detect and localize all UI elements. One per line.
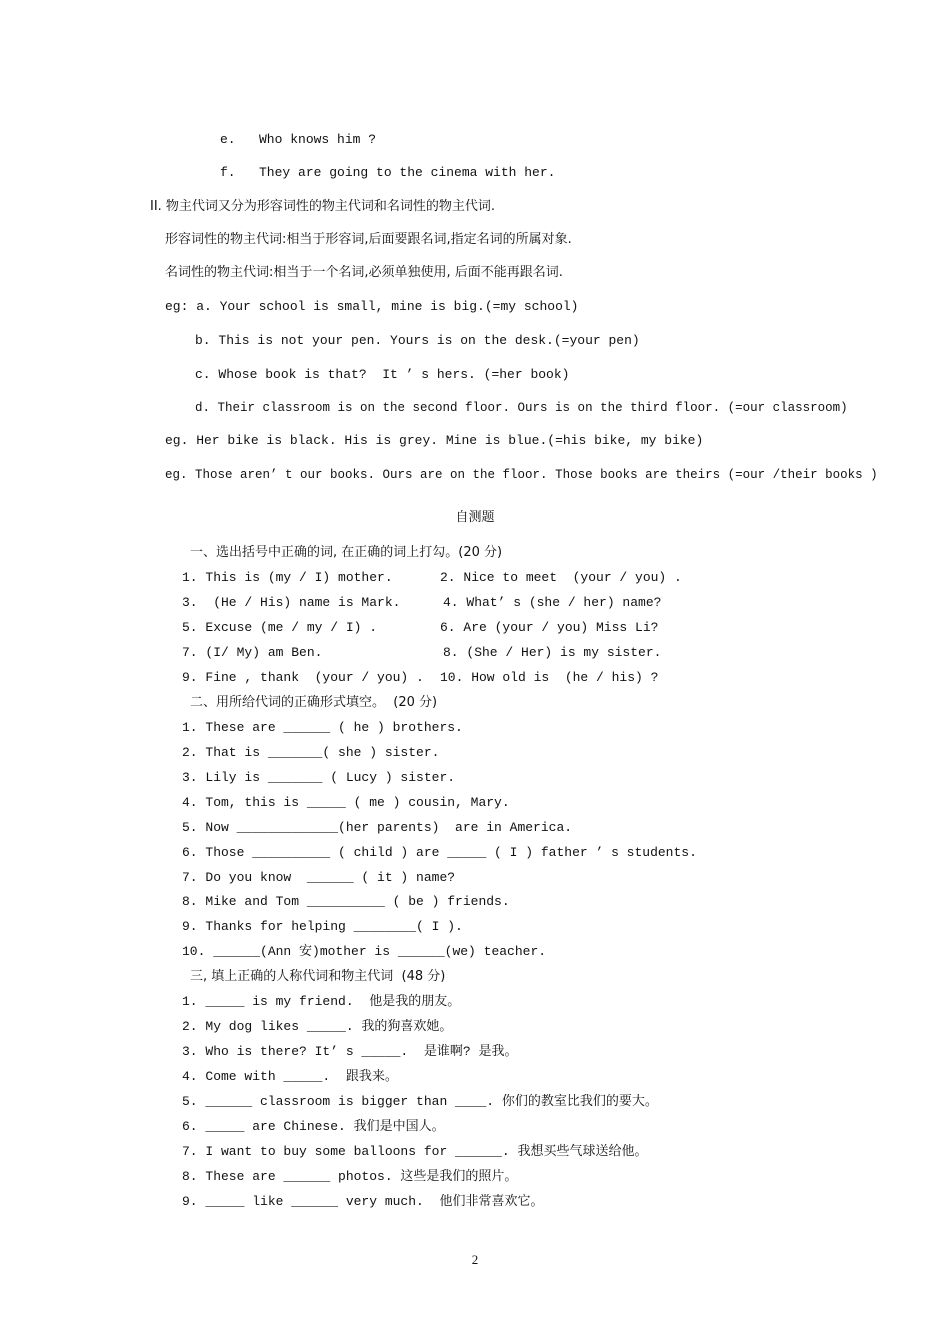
noun-rule: 名词性的物主代词:相当于一个名词,必须单独使用, 后面不能再跟名词. xyxy=(165,265,563,280)
part1-q10: 10. How old is (he / his) ? xyxy=(440,670,659,685)
part3-item-9: 9. _____ like ______ very much. 他们非常喜欢它。 xyxy=(182,1194,544,1209)
part1-q3: 3. (He / His) name is Mark. xyxy=(182,595,401,610)
part2-heading: 二、用所给代词的正确形式填空。 (20 分) xyxy=(190,695,438,710)
line-f: f. They are going to the cinema with her. xyxy=(220,165,556,180)
part1-q5: 5. Excuse (me / my / I) . xyxy=(182,620,378,635)
part1-q8: 8. (She / Her) is my sister. xyxy=(443,645,662,660)
part2-item-10: 10. ______(Ann 安)mother is ______(we) teacher. xyxy=(182,944,547,959)
example-eg1: eg. Her bike is black. His is grey. Mine is blue.(=his bike, my bike) xyxy=(165,433,704,448)
part2-item-7: 7. Do you know ______ ( it ) name? xyxy=(182,870,456,885)
part1-q4: 4. What’ s (she / her) name? xyxy=(443,595,662,610)
part2-item-1: 1. These are ______ ( he ) brothers. xyxy=(182,720,463,735)
part1-q7: 7. (I/ My) am Ben. xyxy=(182,645,323,660)
example-a: eg: a. Your school is small, mine is big.(=my school) xyxy=(165,299,579,314)
part1-q2: 2. Nice to meet (your / you) . xyxy=(440,570,682,585)
part2-item-9: 9. Thanks for helping ________( I ). xyxy=(182,919,463,934)
example-eg2: eg. Those aren’ t our books. Ours are on the floor. Those books are theirs (=our /their books ) xyxy=(165,468,878,482)
example-c: c. Whose book is that? It ’ s hers. (=her book) xyxy=(195,367,570,382)
part3-item-1: 1. _____ is my friend. 他是我的朋友。 xyxy=(182,994,461,1009)
part1-q1: 1. This is (my / I) mother. xyxy=(182,570,393,585)
part3-item-5: 5. ______ classroom is bigger than ____. 你们的教室比我们的要大。 xyxy=(182,1094,658,1109)
part2-item-6: 6. Those __________ ( child ) are _____ ( I ) father ’ s students. xyxy=(182,845,697,860)
part3-item-3: 3. Who is there? It’ s _____. 是谁啊? 是我。 xyxy=(182,1044,518,1059)
adjective-rule: 形容词性的物主代词:相当于形容词,后面要跟名词,指定名词的所属对象. xyxy=(165,232,572,247)
example-d: d. Their classroom is on the second floor. Ours is on the third floor. (=our classroom) xyxy=(195,401,848,415)
part3-item-6: 6. _____ are Chinese. 我们是中国人。 xyxy=(182,1119,445,1134)
quiz-title: 自测题 xyxy=(455,510,495,525)
part3-item-4: 4. Come with _____. 跟我来。 xyxy=(182,1069,398,1084)
line-e: e. Who knows him ? xyxy=(220,132,377,147)
part3-item-7: 7. I want to buy some balloons for ______. 我想买些气球送给他。 xyxy=(182,1144,648,1159)
part2-item-2: 2. That is _______( she ) sister. xyxy=(182,745,440,760)
example-b: b. This is not your pen. Yours is on the desk.(=your pen) xyxy=(195,333,640,348)
part3-item-2: 2. My dog likes _____. 我的狗喜欢她。 xyxy=(182,1019,453,1034)
section2-heading: II. 物主代词又分为形容词性的物主代词和名词性的物主代词. xyxy=(150,199,496,214)
part1-q6: 6. Are (your / you) Miss Li? xyxy=(440,620,659,635)
part3-item-8: 8. These are ______ photos. 这些是我们的照片。 xyxy=(182,1169,518,1184)
part2-item-4: 4. Tom, this is _____ ( me ) cousin, Mary. xyxy=(182,795,510,810)
part2-item-3: 3. Lily is _______ ( Lucy ) sister. xyxy=(182,770,456,785)
part2-item-5: 5. Now _____________(her parents) are in America. xyxy=(182,820,573,835)
part3-heading: 三, 填上正确的人称代词和物主代词 (48 分) xyxy=(190,969,446,984)
part1-q9: 9. Fine , thank (your / you) . xyxy=(182,670,424,685)
part1-heading: 一、选出括号中正确的词, 在正确的词上打勾。(20 分) xyxy=(190,545,503,560)
part2-item-8: 8. Mike and Tom __________ ( be ) friends. xyxy=(182,894,510,909)
page-number: 2 xyxy=(471,1252,479,1267)
